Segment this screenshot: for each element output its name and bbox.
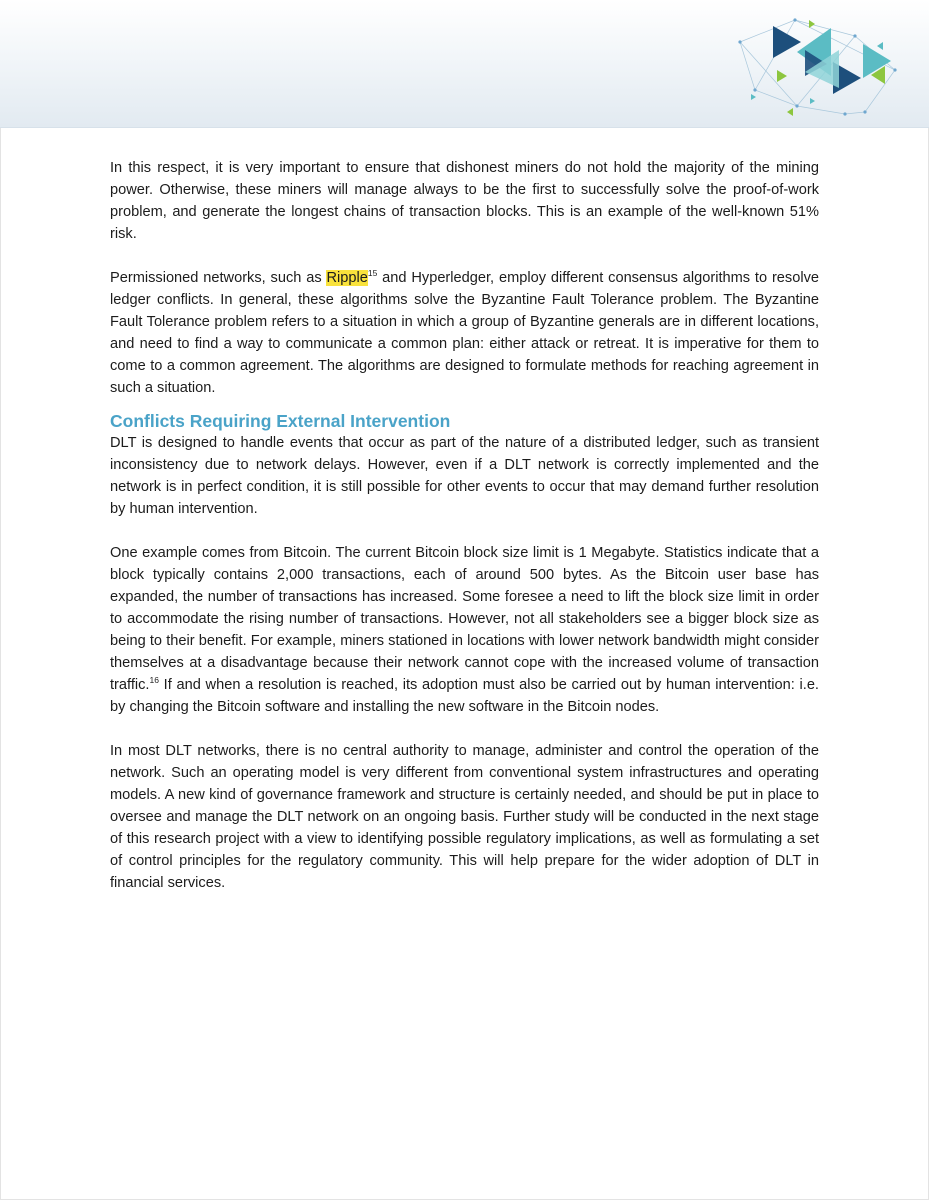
footnote-ref-15: 15 [367,268,378,279]
paragraph-permissioned-networks [110,267,819,399]
ripple-highlight: Ripple [326,270,368,286]
section-heading: Conflicts Requiring External Intervention [110,411,451,431]
paragraph-text: One example comes from Bitcoin. The current Bitcoin block size limit is 1 Megabyte. Statistics indicate that a block typically contains 2,000 transactions, each of around 500 bytes. As the Bitcoin user base has expanded, the number of transactions has increased. Some foresee a need to lift the block size limit in order to accommodate the rising number of transactions. However, not all stakeholders see a bigger block size as being to their benefit. For example, miners stationed in locations with lower network bandwidth might consider themselves at a disadvantage because their network cannot cope with the increased volume of transaction traffic. [110,545,819,693]
paragraph-text: and Hyperledger, employ different consensus algorithms to resolve ledger conflicts. In general, these algorithms solve the Byzantine Fault Tolerance problem. The Byzantine Fault Tolerance problem refers to a situation in which a group of Byzantine generals are in different locations, and need to find a way to communicate a common plan: either attack or retreat. It is imperative for them to come to a common agreement. The algorithms are designed to formulate methods for reaching agreement in such a situation. [110,270,819,396]
paragraph-text: If and when a resolution is reached, its adoption must also be carried out by human intervention: i.e. by changing the Bitcoin software and installing the new software in the Bitcoin nodes. [110,677,819,715]
network-triangles-logo-icon [735,14,905,118]
footnote-ref-16: 16 [149,675,159,686]
paragraph-mining-power: In this respect, it is very important to ensure that dishonest miners do not hold the majority of the mining power. Otherwise, these miners will manage always to be the first to successfully solve the proof-of-work problem, and generate the longest chains of transaction blocks. This is an example of the well-known 51% risk. [110,160,819,242]
document-body [110,157,819,894]
paragraph-bitcoin-example [110,542,819,718]
paragraph-governance: In most DLT networks, there is no central authority to manage, administer and control the operation of the network. Such an operating model is very different from conventional system infrastructures and operating models. A new kind of governance framework and structure is certainly needed, and should be put in place to oversee and manage the DLT network on an ongoing basis. Further study will be conducted in the next stage of this research project with a view to identifying possible regulatory implications, as well as formulating a set of control principles for the regulatory community. This will help prepare for the wider adoption of DLT in financial services. [110,743,819,891]
header-band [0,0,929,128]
paragraph-text: Permissioned networks, such as [110,270,327,286]
paragraph-dlt-events: DLT is designed to handle events that occur as part of the nature of a distributed ledger, such as transient inconsistency due to network delays. However, even if a DLT network is correctly implemented and the network is in perfect condition, it is still possible for other events to occur that may demand further resolution by human intervention. [110,435,819,517]
